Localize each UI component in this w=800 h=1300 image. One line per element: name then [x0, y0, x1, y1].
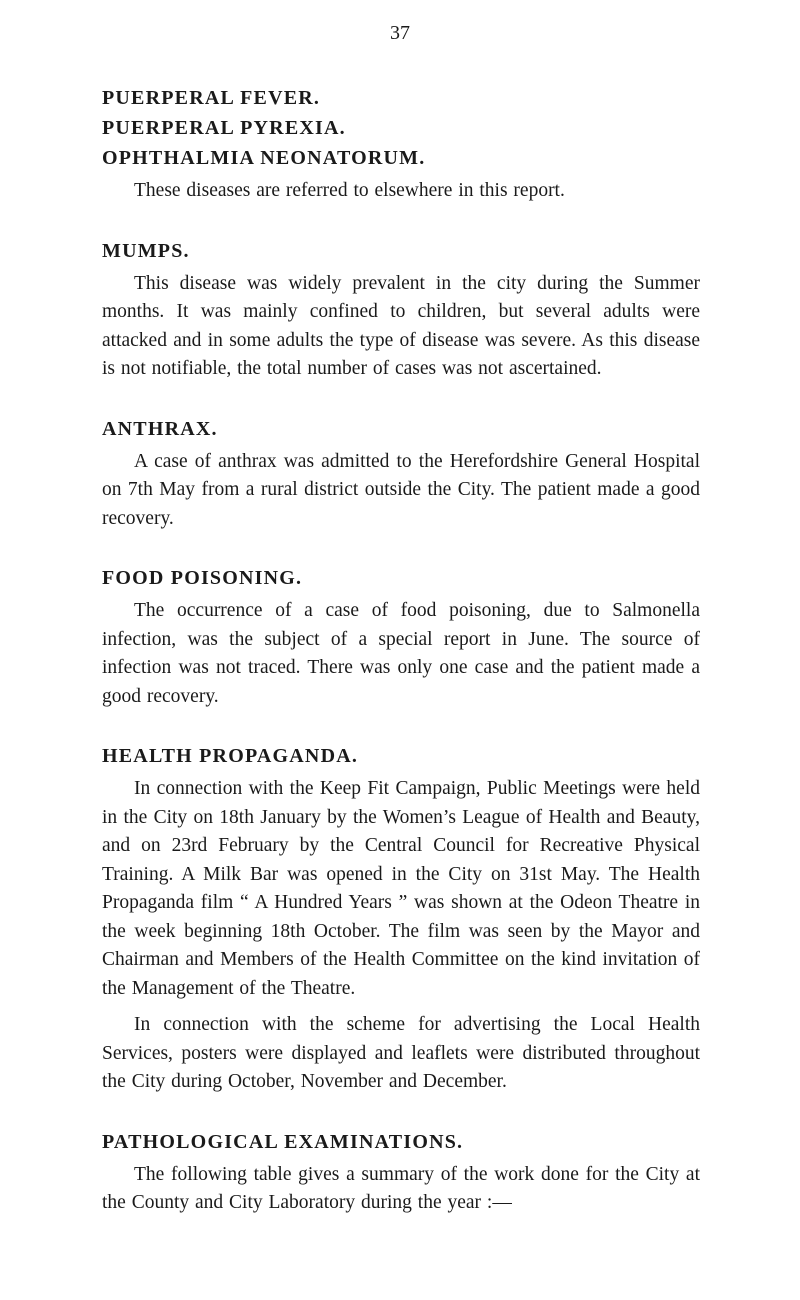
- section-heading: HEALTH PROPAGANDA.: [102, 745, 359, 767]
- paragraph: The following table gives a summary of the work done for the City at the County and City Laboratory during the year :—: [102, 1163, 700, 1213]
- paragraph: In connection with the Keep Fit Campaign, Public Meetings were held in the City on 18th January by the Women’s League of Health and Beauty, and on 23rd February by the Central Council for Recreative Physical Training. A Milk Bar was opened in the City on 31st May. The Health Propaganda film “ A Hundred Years ” was shown at the Odeon Theatre in the week beginning 18th October. The film was seen by the Mayor and Chairman and Members of the Health Committee on the kind invitation of the Management of the Theatre.: [102, 778, 700, 999]
- section-heading: OPHTHALMIA NEONATORUM.: [102, 147, 426, 169]
- paragraph: The occurrence of a case of food poisoning, due to Salmonella infection, was the subject of a special report in June. The source of infection was not traced. There was only one case and the patient made a good recovery.: [102, 600, 700, 707]
- paragraph: A case of anthrax was admitted to the Herefordshire General Hospital on 7th May from a rural district outside the City. The patient made a good recovery.: [102, 450, 700, 529]
- section-health-propaganda: [102, 741, 700, 1097]
- section-heading: FOOD POISONING.: [102, 567, 303, 589]
- page-number: 37: [390, 22, 410, 44]
- section-heading: PATHOLOGICAL EXAMINATIONS.: [102, 1130, 464, 1153]
- paragraph: This disease was widely prevalent in the city during the Summer months. It was mainly confined to children, but several adults were attacked and in some adults the type of disease was severe. As this disease is not notifiable, the total number of cases was not ascertained.: [102, 272, 700, 379]
- document-body: [102, 83, 700, 1218]
- paragraph: In connection with the scheme for advertising the Local Health Services, posters were displayed and leaflets were distributed throughout the City during October, November and December.: [102, 1014, 700, 1092]
- section-food-poisoning: [102, 563, 700, 711]
- section-pathological-examinations: [102, 1127, 700, 1218]
- paragraph: These diseases are referred to elsewhere in this report.: [134, 180, 565, 201]
- section-puerperal: [102, 83, 700, 206]
- section-anthrax: [102, 414, 700, 534]
- section-heading: MUMPS.: [102, 239, 190, 262]
- section-mumps: [102, 236, 700, 384]
- section-heading: ANTHRAX.: [102, 417, 218, 440]
- section-heading: PUERPERAL FEVER.: [102, 87, 321, 109]
- section-heading: PUERPERAL PYREXIA.: [102, 117, 346, 139]
